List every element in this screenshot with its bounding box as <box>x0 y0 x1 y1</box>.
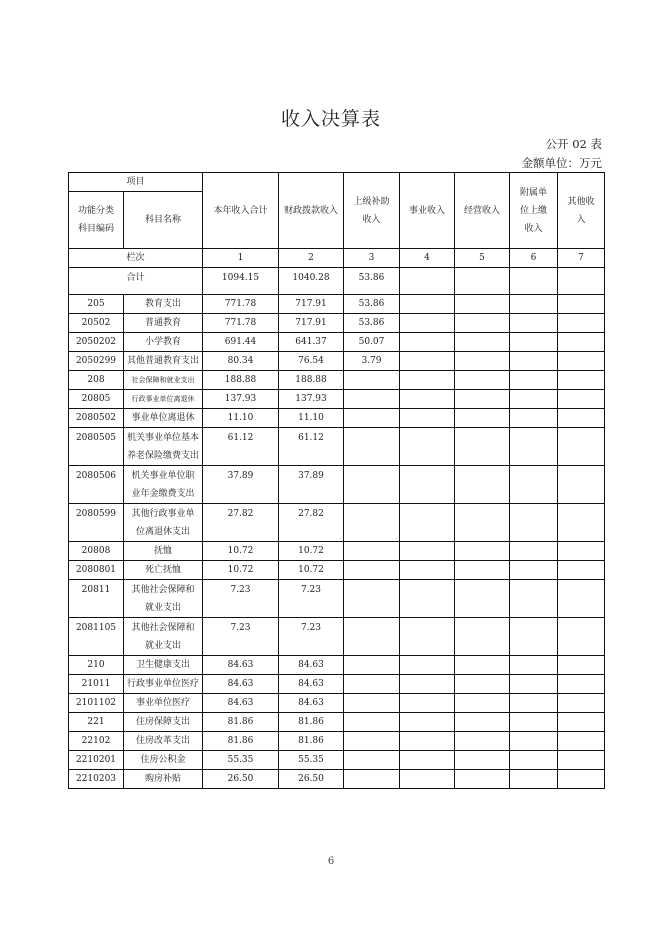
row-name: 卫生健康支出 <box>124 656 203 675</box>
header-col-7-line2: 入 <box>576 214 586 225</box>
row-name-line2: 业年金缴费支出 <box>131 489 195 499</box>
row-value-col-5 <box>455 504 510 542</box>
row-value-col-5 <box>455 371 510 390</box>
row-value-col-1: 84.63 <box>203 694 279 713</box>
row-value-col-2: 84.63 <box>279 656 344 675</box>
column-index: 7 <box>558 249 605 268</box>
row-value-col-4 <box>400 694 455 713</box>
row-value-col-1: 188.88 <box>203 371 279 390</box>
row-value-col-2: 27.82 <box>279 504 344 542</box>
row-value-col-4 <box>400 732 455 751</box>
row-value-col-1: 81.86 <box>203 713 279 732</box>
row-code: 20811 <box>69 580 124 618</box>
row-value-col-4 <box>400 504 455 542</box>
row-name-line1: 机关事业单位基本 <box>126 433 199 443</box>
row-value-col-7 <box>558 770 605 789</box>
header-code-line1: 功能分类 <box>77 206 114 216</box>
row-name-line2: 就业支出 <box>144 641 181 651</box>
row-value-col-6 <box>510 751 558 770</box>
row-code: 205 <box>69 295 124 314</box>
row-code: 2080801 <box>69 561 124 580</box>
table-row <box>69 770 605 789</box>
row-code: 2050202 <box>69 333 124 352</box>
row-name <box>124 428 203 466</box>
row-value-col-7 <box>558 751 605 770</box>
row-value-col-4 <box>400 770 455 789</box>
row-value-col-2: 55.35 <box>279 751 344 770</box>
row-value-col-6 <box>510 618 558 656</box>
total-label: 合计 <box>69 268 203 295</box>
header-col-4: 事业收入 <box>400 173 455 249</box>
row-value-col-6 <box>510 428 558 466</box>
row-value-col-6 <box>510 732 558 751</box>
row-value-col-5 <box>455 675 510 694</box>
row-value-col-5 <box>455 561 510 580</box>
row-code: 2080506 <box>69 466 124 504</box>
row-value-col-4 <box>400 751 455 770</box>
row-value-col-5 <box>455 466 510 504</box>
row-value-col-5 <box>455 656 510 675</box>
row-value-col-5 <box>455 542 510 561</box>
row-name: 购房补贴 <box>124 770 203 789</box>
row-value-col-2: 61.12 <box>279 428 344 466</box>
row-value-col-7 <box>558 542 605 561</box>
row-value-col-3 <box>344 713 400 732</box>
row-value-col-7 <box>558 390 605 409</box>
row-value-col-5 <box>455 352 510 371</box>
column-index: 6 <box>510 249 558 268</box>
table-row <box>69 390 605 409</box>
row-value-col-1: 7.23 <box>203 580 279 618</box>
row-value-col-2: 137.93 <box>279 390 344 409</box>
row-value-col-2: 84.63 <box>279 675 344 694</box>
header-col-2: 财政拨款收入 <box>279 173 344 249</box>
header-project: 项目 <box>69 173 203 192</box>
row-value-col-5 <box>455 694 510 713</box>
total-value <box>455 268 510 295</box>
row-value-col-1: 81.86 <box>203 732 279 751</box>
header-col-6-line2: 位上缴 <box>519 205 547 216</box>
row-value-col-2: 7.23 <box>279 580 344 618</box>
row-value-col-4 <box>400 390 455 409</box>
row-value-col-4 <box>400 618 455 656</box>
row-value-col-6 <box>510 713 558 732</box>
row-name-line2: 就业支出 <box>144 603 181 613</box>
table-row <box>69 618 605 656</box>
row-value-col-7 <box>558 656 605 675</box>
row-value-col-7 <box>558 732 605 751</box>
row-code: 21011 <box>69 675 124 694</box>
row-value-col-6 <box>510 466 558 504</box>
table-row <box>69 694 605 713</box>
row-value-col-3 <box>344 732 400 751</box>
row-value-col-4 <box>400 542 455 561</box>
row-value-col-2: 10.72 <box>279 542 344 561</box>
row-value-col-3 <box>344 770 400 789</box>
header-col-7-line1: 其他收 <box>567 196 595 207</box>
row-value-col-2: 7.23 <box>279 618 344 656</box>
row-value-col-3 <box>344 618 400 656</box>
row-value-col-6 <box>510 580 558 618</box>
row-value-col-6 <box>510 409 558 428</box>
table-row <box>69 504 605 542</box>
table-row <box>69 732 605 751</box>
row-name: 住房公积金 <box>124 751 203 770</box>
row-name: 其他普通教育支出 <box>124 352 203 371</box>
row-code: 2080599 <box>69 504 124 542</box>
row-value-col-5 <box>455 751 510 770</box>
row-value-col-1: 10.72 <box>203 561 279 580</box>
row-code: 2080502 <box>69 409 124 428</box>
header-col-6-line1: 附属单 <box>519 187 547 198</box>
row-name: 住房改革支出 <box>124 732 203 751</box>
row-value-col-4 <box>400 656 455 675</box>
row-name-line2: 养老保险缴费支出 <box>126 451 199 461</box>
total-value <box>558 268 605 295</box>
row-value-col-2: 81.86 <box>279 713 344 732</box>
row-value-col-2: 717.91 <box>279 314 344 333</box>
header-col-3 <box>344 173 400 249</box>
row-code: 2101102 <box>69 694 124 713</box>
header-col-5: 经营收入 <box>455 173 510 249</box>
column-index: 4 <box>400 249 455 268</box>
row-value-col-1: 27.82 <box>203 504 279 542</box>
row-name-line2: 位离退休支出 <box>135 527 190 537</box>
row-name <box>124 580 203 618</box>
row-value-col-1: 55.35 <box>203 751 279 770</box>
row-value-col-6 <box>510 314 558 333</box>
row-value-col-3 <box>344 409 400 428</box>
row-value-col-5 <box>455 580 510 618</box>
row-value-col-4 <box>400 675 455 694</box>
column-index: 3 <box>344 249 400 268</box>
row-value-col-7 <box>558 713 605 732</box>
row-value-col-1: 691.44 <box>203 333 279 352</box>
row-value-col-2: 10.72 <box>279 561 344 580</box>
row-value-col-4 <box>400 333 455 352</box>
row-name: 教育支出 <box>124 295 203 314</box>
row-value-col-6 <box>510 542 558 561</box>
header-col-7 <box>558 173 605 249</box>
table-row <box>69 352 605 371</box>
row-value-col-3 <box>344 561 400 580</box>
row-code: 2080505 <box>69 428 124 466</box>
row-value-col-1: 10.72 <box>203 542 279 561</box>
table-row <box>69 409 605 428</box>
table-row <box>69 371 605 390</box>
row-name: 死亡抚恤 <box>124 561 203 580</box>
row-value-col-6 <box>510 390 558 409</box>
row-value-col-4 <box>400 561 455 580</box>
row-value-col-3 <box>344 694 400 713</box>
row-value-col-3 <box>344 580 400 618</box>
row-name: 行政事业单位离退休 <box>124 390 203 409</box>
row-value-col-7 <box>558 504 605 542</box>
row-name: 事业单位离退休 <box>124 409 203 428</box>
row-value-col-3 <box>344 542 400 561</box>
row-value-col-3: 3.79 <box>344 352 400 371</box>
row-name: 事业单位医疗 <box>124 694 203 713</box>
row-name-line1: 其他社会保障和 <box>131 585 195 595</box>
row-value-col-1: 61.12 <box>203 428 279 466</box>
row-code: 208 <box>69 371 124 390</box>
row-code: 221 <box>69 713 124 732</box>
row-value-col-3: 53.86 <box>344 295 400 314</box>
row-value-col-4 <box>400 295 455 314</box>
row-value-col-1: 26.50 <box>203 770 279 789</box>
row-code: 2210201 <box>69 751 124 770</box>
row-value-col-5 <box>455 314 510 333</box>
row-code: 20805 <box>69 390 124 409</box>
row-value-col-2: 81.86 <box>279 732 344 751</box>
row-value-col-7 <box>558 314 605 333</box>
row-name: 社会保障和就业支出 <box>124 371 203 390</box>
header-code <box>69 192 124 249</box>
row-value-col-5 <box>455 333 510 352</box>
row-value-col-4 <box>400 409 455 428</box>
table-row <box>69 314 605 333</box>
row-code: 2210203 <box>69 770 124 789</box>
row-name-line1: 机关事业单位职 <box>131 471 195 481</box>
row-value-col-5 <box>455 390 510 409</box>
column-index: 1 <box>203 249 279 268</box>
row-name <box>124 466 203 504</box>
column-index: 5 <box>455 249 510 268</box>
row-value-col-7 <box>558 428 605 466</box>
row-value-col-6 <box>510 295 558 314</box>
total-value: 1040.28 <box>279 268 344 295</box>
column-index-label: 栏次 <box>69 249 203 268</box>
header-col-3-line2: 收入 <box>362 214 381 225</box>
row-value-col-3: 53.86 <box>344 314 400 333</box>
row-value-col-5 <box>455 295 510 314</box>
header-name: 科目名称 <box>124 192 203 249</box>
row-value-col-4 <box>400 371 455 390</box>
row-name: 普通教育 <box>124 314 203 333</box>
row-value-col-5 <box>455 732 510 751</box>
total-value <box>400 268 455 295</box>
row-value-col-1: 7.23 <box>203 618 279 656</box>
row-value-col-6 <box>510 694 558 713</box>
row-value-col-6 <box>510 770 558 789</box>
row-value-col-7 <box>558 409 605 428</box>
header-col-1: 本年收入合计 <box>203 173 279 249</box>
row-value-col-1: 84.63 <box>203 675 279 694</box>
row-value-col-7 <box>558 371 605 390</box>
page-number: 6 <box>327 856 335 867</box>
row-value-col-4 <box>400 580 455 618</box>
total-value <box>510 268 558 295</box>
row-value-col-1: 137.93 <box>203 390 279 409</box>
row-value-col-1: 771.78 <box>203 314 279 333</box>
table-row <box>69 542 605 561</box>
table-row <box>69 561 605 580</box>
form-code: 公开 02 表 <box>545 137 602 151</box>
row-value-col-6 <box>510 352 558 371</box>
row-value-col-2: 37.89 <box>279 466 344 504</box>
row-value-col-4 <box>400 428 455 466</box>
row-name: 行政事业单位医疗 <box>124 675 203 694</box>
row-value-col-5 <box>455 428 510 466</box>
row-value-col-2: 76.54 <box>279 352 344 371</box>
table-row <box>69 295 605 314</box>
row-value-col-7 <box>558 466 605 504</box>
row-name: 小学教育 <box>124 333 203 352</box>
row-value-col-1: 771.78 <box>203 295 279 314</box>
table-row <box>69 656 605 675</box>
row-value-col-7 <box>558 352 605 371</box>
row-value-col-2: 717.91 <box>279 295 344 314</box>
row-value-col-4 <box>400 314 455 333</box>
column-index: 2 <box>279 249 344 268</box>
header-code-line2: 科目编码 <box>77 224 114 234</box>
row-value-col-1: 37.89 <box>203 466 279 504</box>
row-value-col-5 <box>455 618 510 656</box>
header-col-6-line3: 收入 <box>524 223 543 234</box>
row-value-col-6 <box>510 504 558 542</box>
row-value-col-2: 84.63 <box>279 694 344 713</box>
row-value-col-7 <box>558 561 605 580</box>
total-value: 1094.15 <box>203 268 279 295</box>
table-row <box>69 333 605 352</box>
row-code: 210 <box>69 656 124 675</box>
row-code: 2081105 <box>69 618 124 656</box>
row-code: 20808 <box>69 542 124 561</box>
row-code: 22102 <box>69 732 124 751</box>
row-name <box>124 618 203 656</box>
row-value-col-5 <box>455 770 510 789</box>
header-col-3-line1: 上级补助 <box>353 196 390 207</box>
table-row <box>69 466 605 504</box>
row-value-col-1: 11.10 <box>203 409 279 428</box>
document-title: 收入决算表 <box>280 108 381 130</box>
row-value-col-3 <box>344 390 400 409</box>
row-value-col-3 <box>344 504 400 542</box>
row-value-col-4 <box>400 466 455 504</box>
row-value-col-6 <box>510 333 558 352</box>
row-value-col-7 <box>558 295 605 314</box>
income-final-accounts-table <box>68 172 605 789</box>
row-value-col-7 <box>558 675 605 694</box>
row-value-col-6 <box>510 656 558 675</box>
table-row <box>69 713 605 732</box>
row-name-line1: 其他行政事业单 <box>131 509 195 519</box>
row-value-col-3 <box>344 466 400 504</box>
table-row <box>69 751 605 770</box>
row-value-col-3: 50.07 <box>344 333 400 352</box>
row-code: 20502 <box>69 314 124 333</box>
row-value-col-7 <box>558 333 605 352</box>
row-value-col-4 <box>400 713 455 732</box>
row-value-col-3 <box>344 371 400 390</box>
row-name: 抚恤 <box>124 542 203 561</box>
row-value-col-6 <box>510 675 558 694</box>
row-value-col-6 <box>510 561 558 580</box>
row-value-col-1: 80.34 <box>203 352 279 371</box>
row-value-col-1: 84.63 <box>203 656 279 675</box>
row-value-col-3 <box>344 751 400 770</box>
row-value-col-3 <box>344 428 400 466</box>
row-name <box>124 504 203 542</box>
row-value-col-3 <box>344 675 400 694</box>
table-row <box>69 580 605 618</box>
row-name-line1: 其他社会保障和 <box>131 623 195 633</box>
total-value: 53.86 <box>344 268 400 295</box>
row-value-col-3 <box>344 656 400 675</box>
row-value-col-7 <box>558 580 605 618</box>
row-value-col-7 <box>558 618 605 656</box>
row-value-col-6 <box>510 371 558 390</box>
row-value-col-2: 641.37 <box>279 333 344 352</box>
row-name: 住房保障支出 <box>124 713 203 732</box>
row-value-col-2: 188.88 <box>279 371 344 390</box>
table-row <box>69 675 605 694</box>
column-index-row <box>69 249 605 268</box>
row-value-col-2: 26.50 <box>279 770 344 789</box>
row-value-col-2: 11.10 <box>279 409 344 428</box>
row-value-col-7 <box>558 694 605 713</box>
row-value-col-4 <box>400 352 455 371</box>
row-code: 2050299 <box>69 352 124 371</box>
table-row <box>69 428 605 466</box>
row-value-col-5 <box>455 713 510 732</box>
header-col-6 <box>510 173 558 249</box>
total-row <box>69 268 605 295</box>
row-value-col-5 <box>455 409 510 428</box>
amount-unit: 金额单位：万元 <box>521 156 602 170</box>
